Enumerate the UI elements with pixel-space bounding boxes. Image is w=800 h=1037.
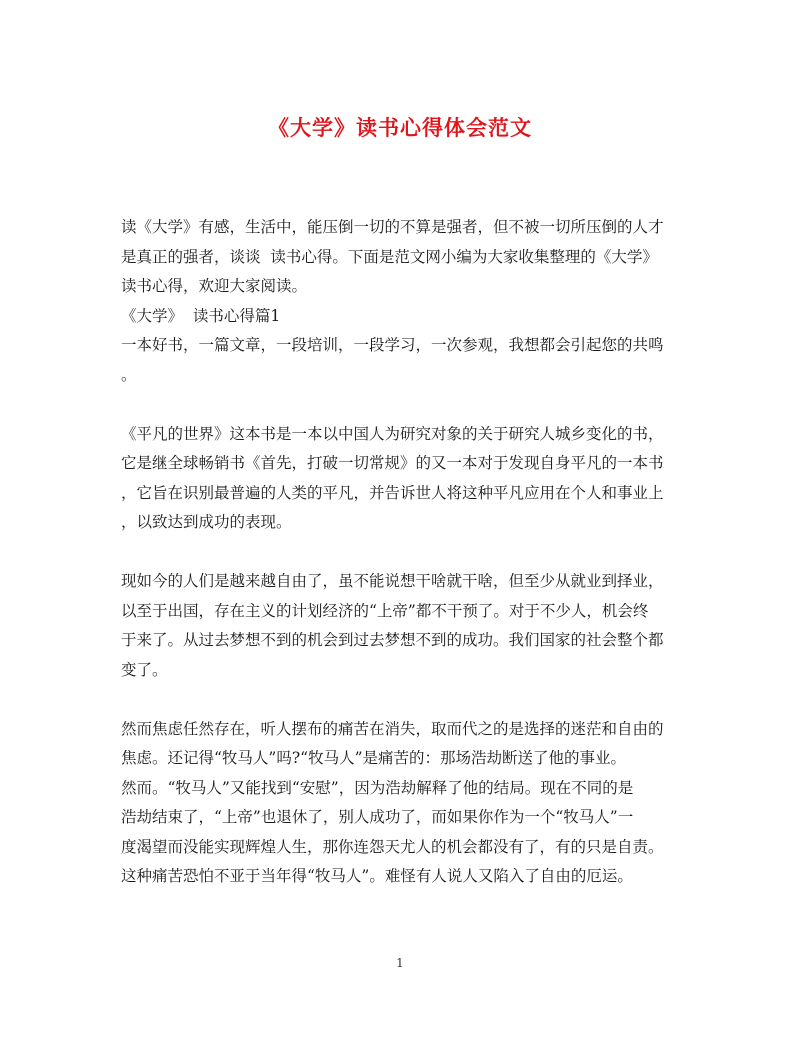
- text-line: 现如今的人们是越来越自由了，虽不能说想干啥就干啥，但至少从就业到择业，: [121, 572, 664, 590]
- paragraph-gap: [121, 390, 681, 420]
- text-line: 以至于出国，存在主义的计划经济的“上帝”都不干预了。对于不少人，机会终: [121, 601, 649, 620]
- text-line: 它是继全球畅销书《首先，打破一切常规》的又一本对于发现自身平凡的一本书: [121, 454, 664, 472]
- document-title: 《大学》读书心得体会范文: [268, 115, 532, 140]
- text-line: 浩劫结束了，“上帝”也退休了，别人成功了，而如果你作为一个“牧马人”一: [121, 808, 634, 826]
- text-line: 读《大学》有感，生活中，能压倒一切的不算是强者，但不被一切所压倒的人才: [121, 218, 664, 236]
- text-line: 读书心得，欢迎大家阅读。: [121, 277, 308, 295]
- text-line: 度渴望而没能实现辉煌人生，那你连怨天尤人的机会都没有了，有的只是自责。: [121, 837, 664, 856]
- text-line: 焦虑。还记得“牧马人”吗?“牧马人”是痛苦的：那场浩劫断送了他的事业。: [121, 749, 627, 767]
- text-line: 是真正的强者，谈谈 读书心得。下面是范文网小编为大家收集整理的《大学》: [121, 247, 658, 266]
- text-line: ，以致达到成功的表现。: [121, 513, 292, 531]
- text-line: 一本好书，一篇文章，一段培训，一段学习，一次参观，我想都会引起您的共鸣: [121, 336, 664, 354]
- text-line: 然而。“牧马人”又能找到“安慰”，因为浩劫解释了他的结局。现在不同的是: [121, 778, 634, 797]
- section-heading: 《大学》 读书心得篇1: [121, 306, 281, 325]
- text-line: 变了。: [121, 660, 168, 679]
- text-line: ，它旨在识别最普遍的人类的平凡，并告诉世人将这种平凡应用在个人和事业上: [121, 483, 664, 502]
- text-line: 然而焦虑任然存在，听人摆布的痛苦在消失，取而代之的是选择的迷茫和自由的: [121, 719, 664, 738]
- document-body: [121, 213, 681, 892]
- page-number: 1: [396, 956, 404, 970]
- text-line: 于来了。从过去梦想不到的机会到过去梦想不到的成功。我们国家的社会整个都: [121, 631, 664, 649]
- text-line: 这种痛苦恐怕不亚于当年得“牧马人”。难怪有人说人又陷入了自由的厄运。: [121, 867, 633, 885]
- paragraph-gap: [121, 685, 681, 715]
- paragraph-gap: [121, 538, 681, 568]
- text-line: 《平凡的世界》这本书是一本以中国人为研究对象的关于研究人城乡变化的书，: [121, 424, 664, 443]
- text-line: 。: [121, 365, 137, 384]
